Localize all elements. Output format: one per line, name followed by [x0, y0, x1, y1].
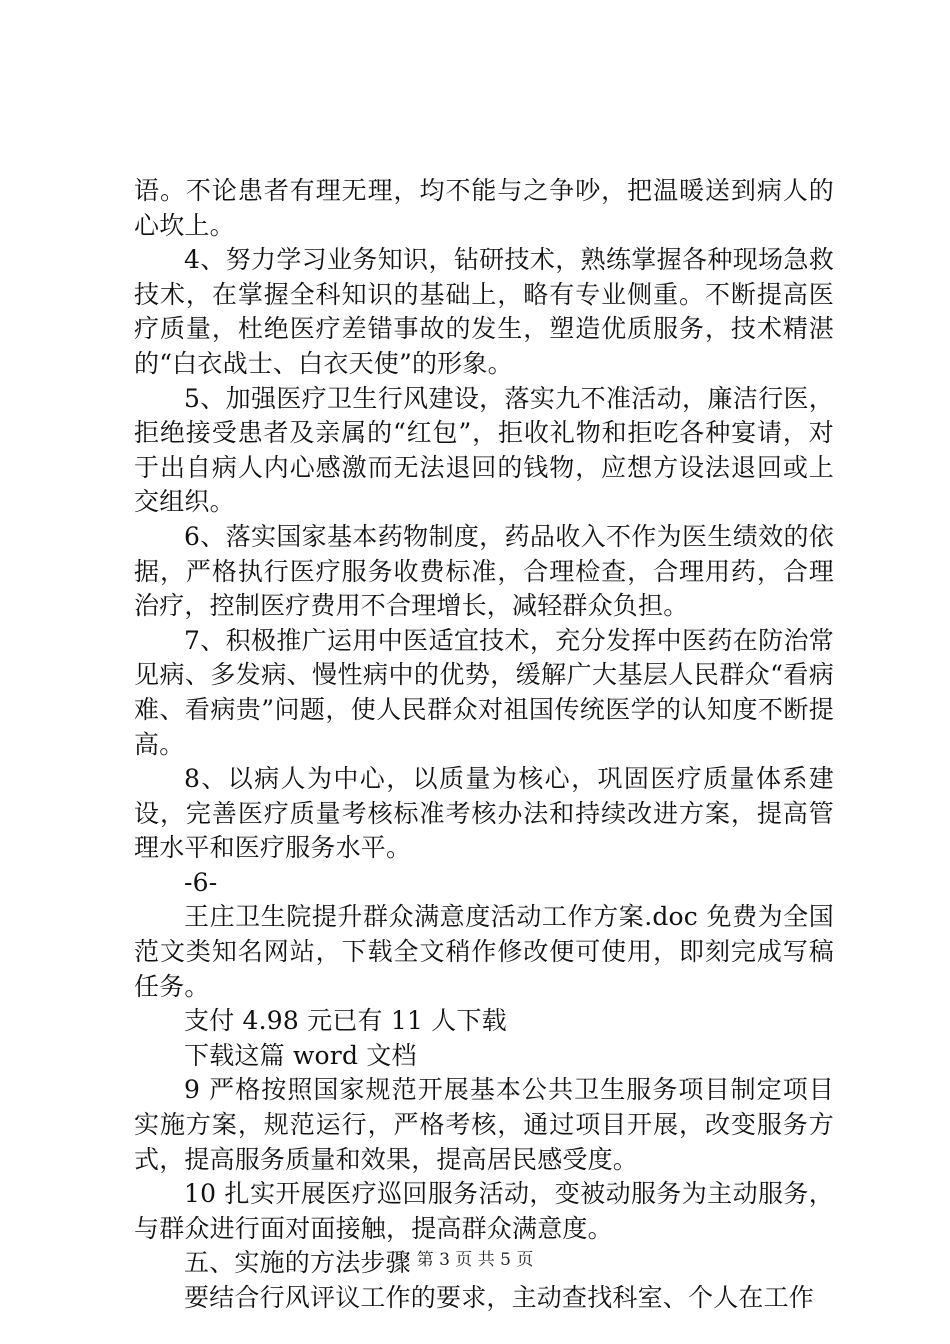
- paragraph-4: 6、落实国家基本药物制度，药品收入不作为医生绩效的依据，严格执行医疗服务收费标准，合理检查，合理用药，合理治疗，控制医疗费用不合理增长，减轻群众负担。: [134, 521, 834, 621]
- payment-info: 支付 4.98 元已有 11 人下载: [184, 1006, 507, 1036]
- download-word-link[interactable]: 下载这篇 word 文档: [184, 1040, 417, 1070]
- paragraph-9: 9 严格按照国家规范开展基本公共卫生服务项目制定项目实施方案，规范运行，严格考核，通过项目开展，改变服务方式，提高服务质量和效果，提高居民感受度。: [134, 1075, 834, 1174]
- page-marker: -6-: [184, 867, 218, 897]
- page-footer: 第 3 页 共 5 页: [416, 1250, 534, 1270]
- paragraph-2: 4、努力学习业务知识，钻研技术，熟练掌握各种现场急救技术，在掌握全科知识的基础上，略有专业侧重。不断提高医疗质量，杜绝医疗差错事故的发生，塑造优质服务，技术精湛的“白衣战士、白衣天使”的形象。: [134, 245, 834, 378]
- paragraph-10: 10 扎实开展医疗巡回服务活动，变被动服务为主动服务，与群众进行面对面接触，提高群众满意度。: [134, 1179, 834, 1243]
- paragraph-1: 语。不论患者有理无理，均不能与之争吵，把温暖送到病人的心坎上。: [134, 176, 834, 240]
- paragraph-last: 要结合行风评议工作的要求，主动查找科室、个人在工作: [184, 1283, 815, 1312]
- section-heading: 五、实施的方法步骤: [184, 1248, 411, 1278]
- paragraph-3: 5、加强医疗卫生行风建设，落实九不准活动，廉洁行医，拒绝接受患者及亲属的“红包”，拒收礼物和拒吃各种宴请，对于出自病人内心感激而无法退回的钱物，应想方设法退回或上交组织。: [134, 383, 834, 517]
- paragraph-6: 8、以病人为中心，以质量为核心，巩固医疗质量体系建设，完善医疗质量考核标准考核办法和持续改进方案，提高管理水平和医疗服务水平。: [134, 764, 834, 863]
- download-promo-text: 王庄卫生院提升群众满意度活动工作方案.doc 免费为全国范文类知名网站，下载全文稍作修改便可使用，即刻完成写稿任务。: [134, 902, 834, 1001]
- document-body: [134, 174, 834, 1316]
- paragraph-5: 7、积极推广运用中医适宜技术，充分发挥中医药在防治常见病、多发病、慢性病中的优势，缓解广大基层人民群众“看病难、看病贵”问题，使人民群众对祖国传统医学的认知度不断提高。: [134, 625, 834, 759]
